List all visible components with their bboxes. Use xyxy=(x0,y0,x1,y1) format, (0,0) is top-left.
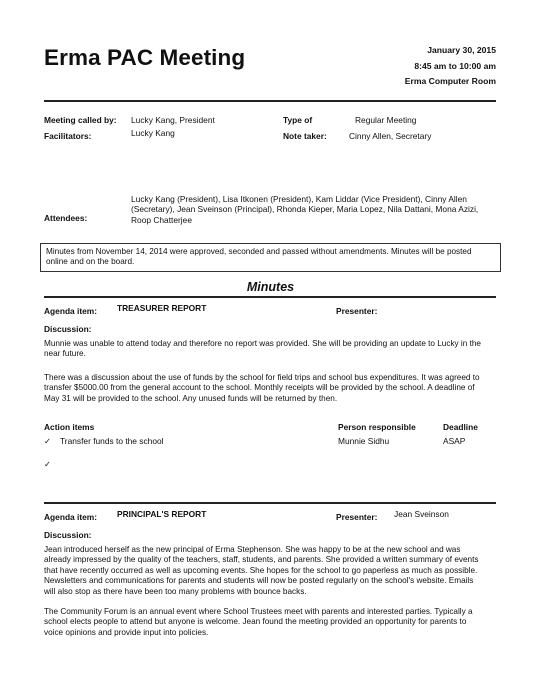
meeting-time: 8:45 am to 10:00 am xyxy=(414,61,496,71)
agenda2-value: PRINCIPAL'S REPORT xyxy=(117,509,207,519)
agenda1-label: Agenda item: xyxy=(44,306,98,316)
called-by-value: Lucky Kang, President xyxy=(131,115,215,125)
type-value: Regular Meeting xyxy=(355,115,417,125)
facilitators-label: Facilitators: xyxy=(44,131,92,141)
agenda2-paragraph-2: The Community Forum is an annual event where School Trustees meet with parents and interested parties. Typically a school elects people to attend but anyone is welcome. Jean found the meeting provided an opportunity for parents to voice opinions and provide input into policies. xyxy=(44,607,473,637)
meeting-location: Erma Computer Room xyxy=(404,76,496,86)
approval-notice-box: Minutes from November 14, 2014 were approved, seconded and passed without amendments. Minutes will be posted online and on the board. xyxy=(40,243,501,272)
attendees-label: Attendees: xyxy=(44,213,88,223)
agenda2-paragraph-1: Jean introduced herself as the new principal of Erma Stephenson. She was happy to be at the new school and was already impressed by the quality of the teachers, staff, students, and parents. She provided a written summary of events that have recently occurred as well as upcoming events. She hopes for the school to go paperless as much as possible. Newsletters and communications for parents and students will now be posted regularly on the school's website. Emails will also stop as there have been too many problems with bounce backs. xyxy=(44,545,479,596)
agenda1-presenter-label: Presenter: xyxy=(336,306,378,316)
agenda2-presenter-value: Jean Sveinson xyxy=(394,509,449,519)
deadline-label: Deadline xyxy=(443,422,478,432)
minutes-divider xyxy=(44,296,496,298)
agenda1-discussion-label: Discussion: xyxy=(44,324,92,334)
checkmark-icon: ✓ xyxy=(44,436,52,446)
action-item-text: Transfer funds to the school xyxy=(60,436,164,446)
type-label: Type of xyxy=(283,115,313,125)
attendees-value: Lucky Kang (President), Lisa Itkonen (President), Kam Liddar (Vice President), Cinny Allen (Secretary), Jean Sveinson (Principal), Rhonda Kieper, Maria Lopez, Nila Dattani, Mona Azizi, Roop Chatterjee xyxy=(131,194,479,225)
agenda2-divider xyxy=(44,502,496,504)
action-items-label: Action items xyxy=(44,422,95,432)
note-taker-value: Cinny Allen, Secretary xyxy=(349,131,432,141)
agenda1-paragraph-1: Munnie was unable to attend today and therefore no report was provided. She will be providing an update to Lucky in the near future. xyxy=(44,339,481,359)
meeting-date: January 30, 2015 xyxy=(427,45,496,55)
document-title: Erma PAC Meeting xyxy=(44,45,246,70)
agenda2-label: Agenda item: xyxy=(44,512,98,522)
called-by-label: Meeting called by: xyxy=(44,115,117,125)
header-divider xyxy=(44,100,496,102)
agenda1-paragraph-2: There was a discussion about the use of funds by the school for field trips and school bus expenditures. It was agreed to transfer $5000.00 from the general account to the school. Monthly receipts will be provided by the school. A deadline of May 31 will be provided to the school. Any unused funds will be returned by then. xyxy=(44,373,480,403)
agenda1-value: TREASURER REPORT xyxy=(117,303,207,313)
action-item-person: Munnie Sidhu xyxy=(338,436,390,446)
note-taker-label: Note taker: xyxy=(283,131,327,141)
agenda2-discussion-label: Discussion: xyxy=(44,530,92,540)
person-responsible-label: Person responsible xyxy=(338,422,416,432)
minutes-heading: Minutes xyxy=(246,280,295,294)
checkmark-icon: ✓ xyxy=(44,459,52,469)
facilitators-value: Lucky Kang xyxy=(131,128,175,138)
agenda2-presenter-label: Presenter: xyxy=(336,512,378,522)
action-item-deadline: ASAP xyxy=(443,436,466,446)
